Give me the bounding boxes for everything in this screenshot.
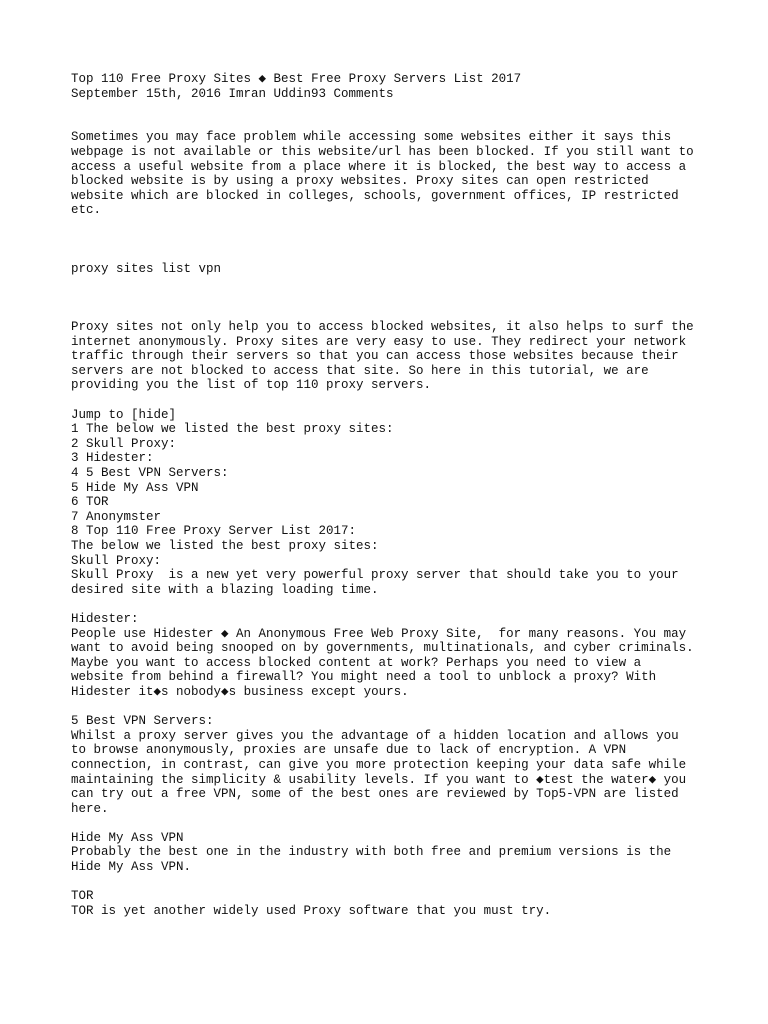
- overview-line: Proxy sites not only help you to access blocked websites, it also helps to surf the: [71, 320, 694, 335]
- section-line: maintaining the simplicity & usability levels. If you want to ◆test the water◆ you: [71, 772, 687, 787]
- section-heading: Hidester:: [71, 611, 139, 626]
- section-tor: [71, 889, 751, 918]
- toc-item[interactable]: 6 TOR: [71, 495, 109, 510]
- intro-line: etc.: [71, 203, 102, 218]
- section-line: Whilst a proxy server gives you the advantage of a hidden location and allows you: [71, 728, 679, 743]
- section-skull-proxy: [71, 554, 751, 598]
- section-heading: TOR: [71, 889, 94, 904]
- section-heading: Skull Proxy:: [71, 553, 162, 568]
- article-title: Top 110 Free Proxy Sites ◆ Best Free Proxy Servers List 2017: [71, 72, 522, 86]
- section-heading: Hide My Ass VPN: [71, 830, 184, 845]
- overview-line: internet anonymously. Proxy sites are very easy to use. They redirect your network: [71, 334, 687, 349]
- intro-line: website which are blocked in colleges, schools, government offices, IP restricted: [71, 188, 679, 203]
- article-header: [71, 72, 751, 101]
- section-hide-my-ass: [71, 831, 751, 875]
- section-line: Skull Proxy is a new yet very powerful proxy server that should take you to your: [71, 568, 679, 583]
- section-line: Hidester it◆s nobody◆s business except yours.: [71, 684, 409, 699]
- section-line: here.: [71, 801, 109, 816]
- intro-line: blocked website is by using a proxy websites. Proxy sites can open restricted: [71, 174, 649, 189]
- toc-heading[interactable]: Jump to [hide]: [71, 407, 177, 422]
- section-line: Hide My Ass VPN.: [71, 860, 192, 875]
- overview-paragraph: [71, 320, 751, 393]
- section-vpn-servers: [71, 714, 751, 816]
- section-line: Maybe you want to access blocked content at work? Perhaps you need to view a: [71, 655, 642, 670]
- image-caption: proxy sites list vpn: [71, 261, 222, 276]
- toc-item[interactable]: 2 Skull Proxy:: [71, 436, 177, 451]
- section-line: want to avoid being snooped on by governments, multinationals, and cyber criminals.: [71, 641, 694, 656]
- section-line: to browse anonymously, proxies are unsafe due to lack of encryption. A VPN: [71, 743, 627, 758]
- overview-line: traffic through their servers so that you can access those websites because their: [71, 349, 679, 364]
- table-of-contents: [71, 408, 751, 539]
- intro-line: access a useful website from a place where it is blocked, the best way to access a: [71, 159, 687, 174]
- section-line: People use Hidester ◆ An Anonymous Free Web Proxy Site, for many reasons. You may: [71, 626, 687, 641]
- toc-item[interactable]: 3 Hidester:: [71, 451, 154, 466]
- intro-paragraph: [71, 130, 751, 218]
- toc-item[interactable]: 7 Anonymster: [71, 509, 162, 524]
- best-sites-heading: The below we listed the best proxy sites:: [71, 539, 379, 553]
- intro-line: webpage is not available or this website/url has been blocked. If you still want to: [71, 144, 694, 159]
- article-byline: September 15th, 2016 Imran Uddin93 Comments: [71, 86, 394, 101]
- section-hidester: [71, 612, 751, 700]
- toc-item[interactable]: 4 5 Best VPN Servers:: [71, 466, 229, 481]
- toc-item[interactable]: 5 Hide My Ass VPN: [71, 480, 199, 495]
- section-line: Probably the best one in the industry with both free and premium versions is the: [71, 845, 672, 860]
- section-line: can try out a free VPN, some of the best ones are reviewed by Top5-VPN are listed: [71, 787, 679, 802]
- section-line: desired site with a blazing loading time.: [71, 582, 379, 597]
- intro-line: Sometimes you may face problem while accessing some websites either it says this: [71, 130, 672, 145]
- section-line: TOR is yet another widely used Proxy software that you must try.: [71, 903, 552, 918]
- document-page: [71, 72, 751, 918]
- toc-item[interactable]: 1 The below we listed the best proxy sites:: [71, 422, 394, 437]
- section-heading: 5 Best VPN Servers:: [71, 714, 214, 729]
- overview-line: servers are not blocked to access that site. So here in this tutorial, we are: [71, 363, 649, 378]
- section-line: connection, in contrast, can give you more protection keeping your data safe while: [71, 757, 687, 772]
- overview-line: providing you the list of top 110 proxy servers.: [71, 378, 432, 393]
- toc-item[interactable]: 8 Top 110 Free Proxy Server List 2017:: [71, 524, 357, 539]
- section-line: website from behind a firewall? You might need a tool to unblock a proxy? With: [71, 670, 657, 685]
